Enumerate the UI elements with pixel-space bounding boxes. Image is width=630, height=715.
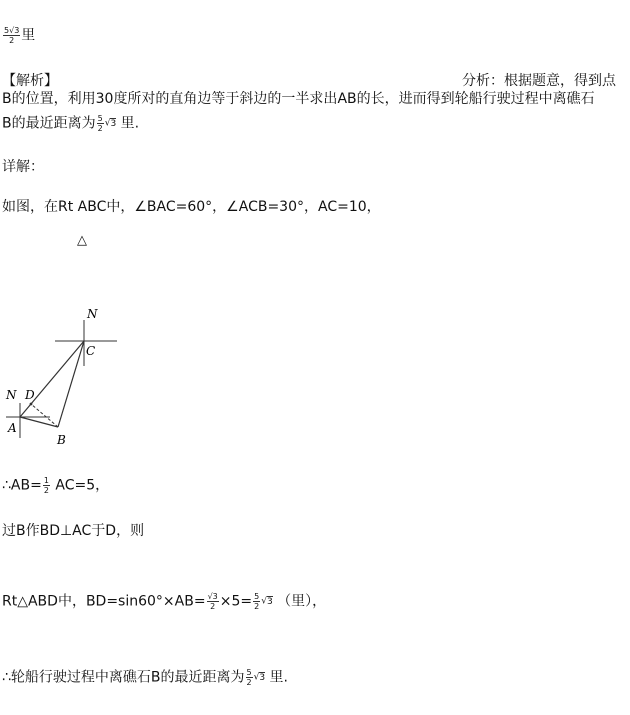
answer-fraction [3, 26, 20, 45]
sqrt-expression: √3 [261, 596, 273, 607]
step-fraction [43, 476, 50, 495]
sqrt-expression: √3 [104, 118, 117, 129]
fraction-denominator: 2 [97, 124, 103, 133]
triangle-symbol: △ [77, 233, 87, 248]
sqrt-expression: √3 [253, 672, 266, 683]
point-d [30, 403, 33, 406]
step-3 [2, 592, 326, 611]
answer-numerator: 5√3 [4, 26, 20, 35]
analysis-fraction [97, 114, 104, 133]
step-text: ∴轮船行驶过程中离礁石B的最近距离为 [2, 669, 245, 686]
step-2: 过B作BD⊥AC于D，则 [2, 523, 145, 539]
analysis-segment: AB [337, 91, 357, 107]
step-text: AC=5， [55, 477, 110, 494]
step-fraction [253, 592, 260, 611]
fraction-denominator: 2 [210, 602, 216, 611]
analysis-header: 【解析】 [2, 73, 58, 89]
analysis-line-2 [2, 90, 595, 108]
analysis-text: 的长，进而得到轮船行驶过程中离礁石 [356, 91, 595, 107]
fraction-numerator: 5 [254, 592, 260, 601]
analysis-line-3 [2, 114, 139, 133]
label-n-left: N [6, 388, 17, 402]
fraction-numerator: 5 [246, 668, 252, 677]
analysis-text: B的位置，利用 [2, 91, 96, 107]
analysis-text: 里. [120, 115, 140, 132]
label-a: A [8, 421, 17, 435]
step-text: ∴AB= [2, 477, 42, 494]
analysis-right-text: 分析：根据题意，得到点 [462, 73, 616, 89]
analysis-text: 度所对的直角边等于斜边的一半求出 [113, 91, 338, 107]
step-text: （里）， [277, 593, 327, 610]
step-text: Rt△ABD中，BD=sin60°×AB= [2, 593, 206, 610]
analysis-text: B的最近距离为 [2, 115, 96, 132]
label-n-top: N [87, 307, 98, 321]
analysis-number: 30 [95, 91, 114, 107]
step-text: ×5= [219, 593, 253, 610]
label-d: D [25, 388, 35, 402]
segment-bc [58, 341, 84, 427]
answer-denominator: 2 [9, 36, 15, 45]
fraction-numerator: 1 [43, 476, 49, 485]
fraction-numerator: √3 [207, 592, 218, 601]
radicand: 3 [259, 672, 266, 683]
radicand: 3 [110, 118, 117, 129]
step-fraction [246, 668, 253, 687]
label-b: B [57, 433, 66, 447]
segment-ac [20, 341, 84, 417]
given-line: 如图，在Rt ABC中，∠BAC=60°，∠ACB=30°，AC=10， [2, 199, 381, 215]
fraction-denominator: 2 [246, 678, 252, 687]
answer-line [2, 26, 35, 45]
label-c: C [86, 344, 96, 358]
step-text: 里. [269, 669, 288, 686]
step-1 [2, 476, 109, 495]
fraction-denominator: 2 [254, 602, 260, 611]
conclusion [2, 668, 288, 687]
detail-header: 详解： [2, 159, 44, 175]
geometry-diagram [0, 300, 140, 450]
fraction-numerator: 5 [97, 114, 103, 123]
fraction-denominator: 2 [43, 486, 49, 495]
answer-unit: 里 [21, 27, 36, 44]
step-fraction [207, 592, 219, 611]
radicand: 3 [266, 596, 273, 607]
